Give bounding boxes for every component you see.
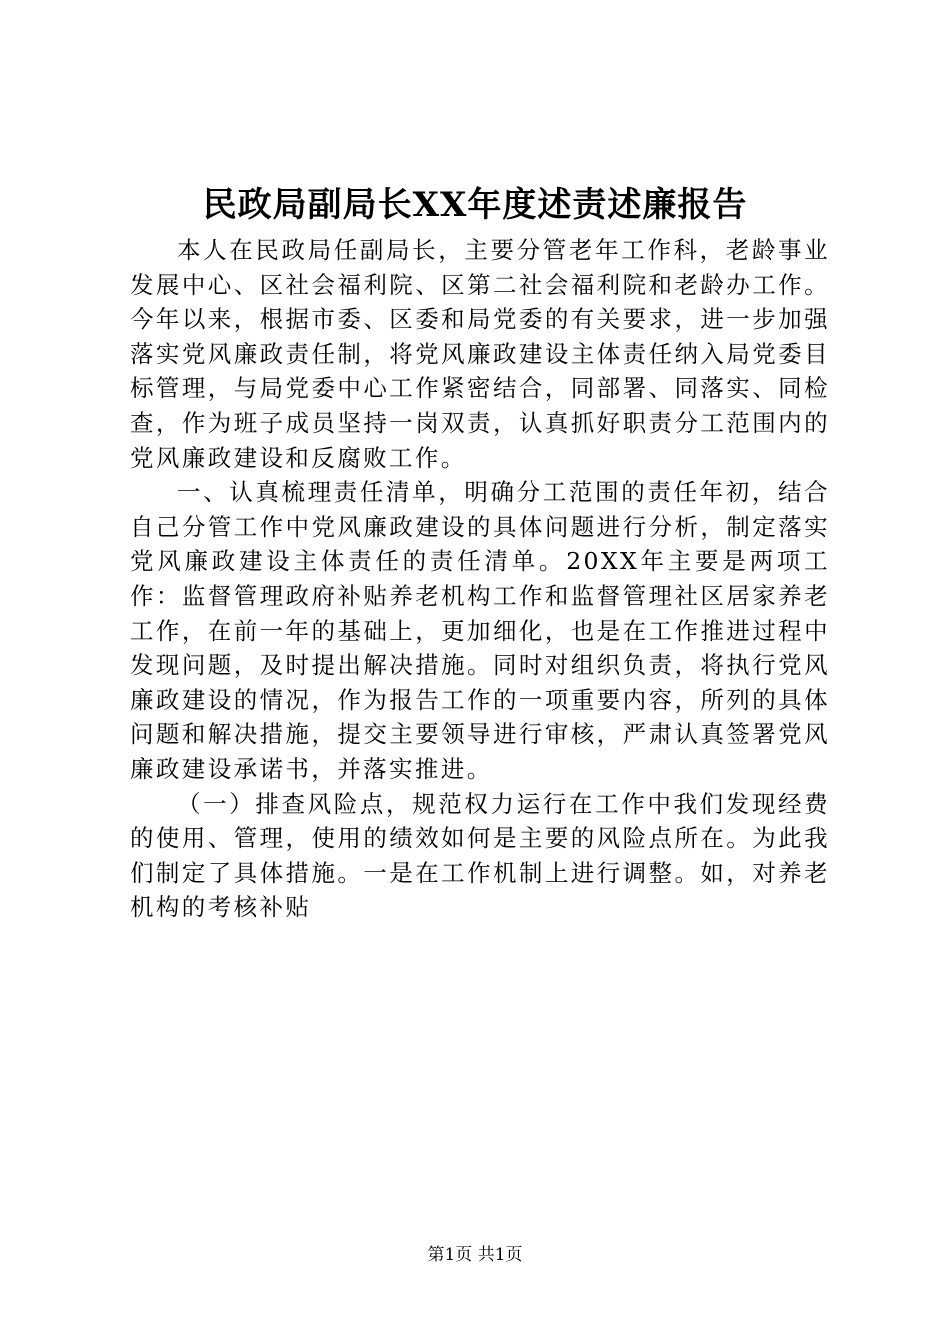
document-body (130, 233, 830, 925)
page-footer: 第1页 共1页 (427, 1245, 523, 1265)
document-title: 民政局副局长XX年度述责述廉报告 (202, 185, 748, 225)
paragraph-intro: 本人在民政局任副局长，主要分管老年工作科，老龄事业发展中心、区社会福利院、区第二社会福利院和老龄办工作。今年以来，根据市委、区委和局党委的有关要求，进一步加强落实党风廉政责任制，将党风廉政建设主体责任纳入局党委目标管理，与局党委中心工作紧密结合，同部署、同落实、同检查，作为班子成员坚持一岗双责，认真抓好职责分工范围内的党风廉政建设和反腐败工作。 (130, 236, 830, 472)
paragraph-subsection-one: （一）排查风险点，规范权力运行在工作中我们发现经费的使用、管理，使用的绩效如何是主要的风险点所在。为此我们制定了具体措施。一是在工作机制上进行调整。如，对养老机构的考核补贴 (130, 789, 830, 922)
paragraph-section-one: 一、认真梳理责任清单，明确分工范围的责任年初，结合自己分管工作中党风廉政建设的具体问题进行分析，制定落实党风廉政建设主体责任的责任清单。20XX年主要是两项工作：监督管理政府补贴养老机构工作和监督管理社区居家养老工作，在前一年的基础上，更加细化，也是在工作推进过程中发现问题，及时提出解决措施。同时对组织负责，将执行党风廉政建设的情况，作为报告工作的一项重要内容，所列的具体问题和解决措施，提交主要领导进行审核，严肃认真签署党风廉政建设承诺书，并落实推进。 (130, 478, 830, 783)
